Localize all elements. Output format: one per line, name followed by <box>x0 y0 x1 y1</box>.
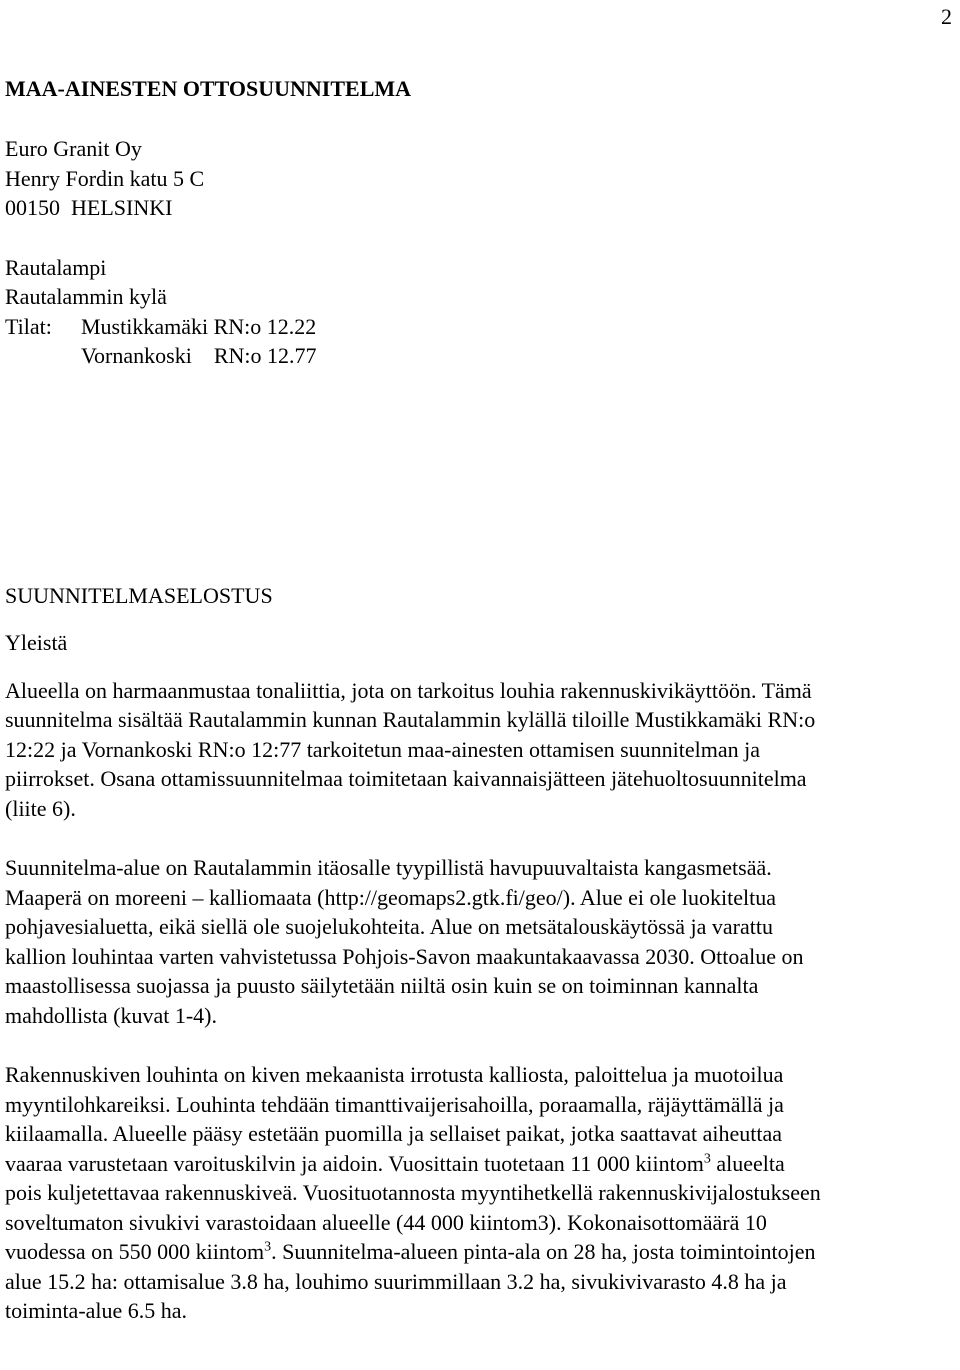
village: Rautalammin kylä <box>5 284 167 309</box>
section-subtitle: Yleistä <box>5 630 68 655</box>
paragraph-line <box>5 1237 945 1267</box>
paragraph-line: Suunnitelma-alue on Rautalammin itäosalle tyypillistä havupuuvaltaista kangasmetsää. <box>5 855 772 880</box>
company-address <box>5 134 945 223</box>
paragraph-line: pohjavesialuetta, eikä siellä ole suojelukohteita. Alue on metsätalouskäytössä ja varattu <box>5 914 773 939</box>
tilat-row <box>5 312 945 342</box>
paragraph-line: 12:22 ja Vornankoski RN:o 12:77 tarkoitetun maa-ainesten ottamisen suunnitelman ja <box>5 736 761 762</box>
superscript: 3 <box>264 1239 272 1255</box>
paragraph-line: soveltumaton sivukivi varastoidaan alueelle (44 000 kiintom3). Kokonaisottomäärä 10 <box>5 1209 767 1235</box>
paragraph-line: pois kuljetettavaa rakennuskiveä. Vuosituotannosta myyntihetkellä rakennuskivijalostukseen <box>5 1180 821 1205</box>
document-title: MAA-AINESTEN OTTOSUUNNITELMA <box>5 76 412 101</box>
spacer <box>5 104 945 134</box>
tila-2: Vornankoski RN:o 12.77 <box>81 343 317 368</box>
company-name: Euro Granit Oy <box>5 136 142 161</box>
paragraph-line: toiminta-alue 6.5 ha. <box>5 1298 188 1323</box>
superscript: 3 <box>703 1151 711 1167</box>
paragraph-line: suunnitelma sisältää Rautalammin kunnan Rautalammin kylällä tiloille Mustikkamäki RN:o <box>5 707 816 732</box>
spacer <box>5 371 945 581</box>
spacer <box>5 823 945 853</box>
company-postal: 00150 HELSINKI <box>5 195 173 220</box>
document-body <box>5 74 945 1326</box>
paragraph-line: maastollisessa suojassa ja puusto säilytetään niiltä osin kuin se on toiminnan kannalta <box>5 973 759 998</box>
paragraph-line <box>5 1149 945 1179</box>
paragraph-line: Alueella on harmaanmustaa tonaliittia, jota on tarkoitus louhia rakennuskivikäyttöön. Tämä <box>5 677 812 703</box>
paragraph-2 <box>5 853 945 1030</box>
paragraph-1 <box>5 676 945 824</box>
spacer <box>5 1030 945 1060</box>
page-number: 2 <box>941 4 952 29</box>
spacer <box>5 223 945 253</box>
paragraph-line: kiilaamalla. Alueelle pääsy estetään puomilla ja sellaiset paikat, jotka saattavat aiheuttaa <box>5 1121 783 1146</box>
municipality: Rautalampi <box>5 254 107 280</box>
paragraph-line: Rakennuskiven louhinta on kiven mekaanista irrotusta kalliosta, paloittelua ja muotoilua <box>5 1062 784 1087</box>
text-fragment: . Suunnitelma-alueen pinta-ala on 28 ha, josta toimintointojen <box>271 1239 816 1264</box>
text-fragment: vuodessa on 550 000 kiintom <box>5 1239 265 1264</box>
company-street: Henry Fordin katu 5 C <box>5 165 205 191</box>
paragraph-line: Maaperä on moreeni – kalliomaata (http://geomaps2.gtk.fi/geo/). Alue ei ole luokiteltua <box>5 884 776 910</box>
tilat-label: Tilat: <box>5 313 52 339</box>
section-title: SUUNNITELMASELOSTUS <box>5 582 273 608</box>
paragraph-line: kallion louhintaa varten vahvistetussa Pohjois-Savon maakuntakaavassa 2030. Ottoalue on <box>5 943 804 969</box>
text-fragment: vaaraa varustetaan varoituskilvin ja aidoin. Vuosittain tuotetaan 11 000 kiintom <box>5 1150 704 1176</box>
paragraph-3 <box>5 1060 945 1326</box>
text-fragment: alueelta <box>710 1150 785 1176</box>
location-block <box>5 253 945 371</box>
spacer <box>5 658 945 676</box>
paragraph-line: mahdollista (kuvat 1-4). <box>5 1002 218 1028</box>
paragraph-line: (liite 6). <box>5 795 76 821</box>
spacer <box>5 610 945 628</box>
paragraph-line: myyntilohkareiksi. Louhinta tehdään timanttivaijerisahoilla, poraamalla, räjäyttämällä ja <box>5 1091 784 1117</box>
paragraph-line: piirrokset. Osana ottamissuunnitelmaa toimitetaan kaivannaisjätteen jätehuoltosuunnitelma <box>5 766 807 791</box>
paragraph-line: alue 15.2 ha: ottamisalue 3.8 ha, louhimo suurimmillaan 3.2 ha, sivukivivarasto 4.8 ha ja <box>5 1268 787 1294</box>
tila-1: Mustikkamäki RN:o 12.22 <box>81 313 317 339</box>
